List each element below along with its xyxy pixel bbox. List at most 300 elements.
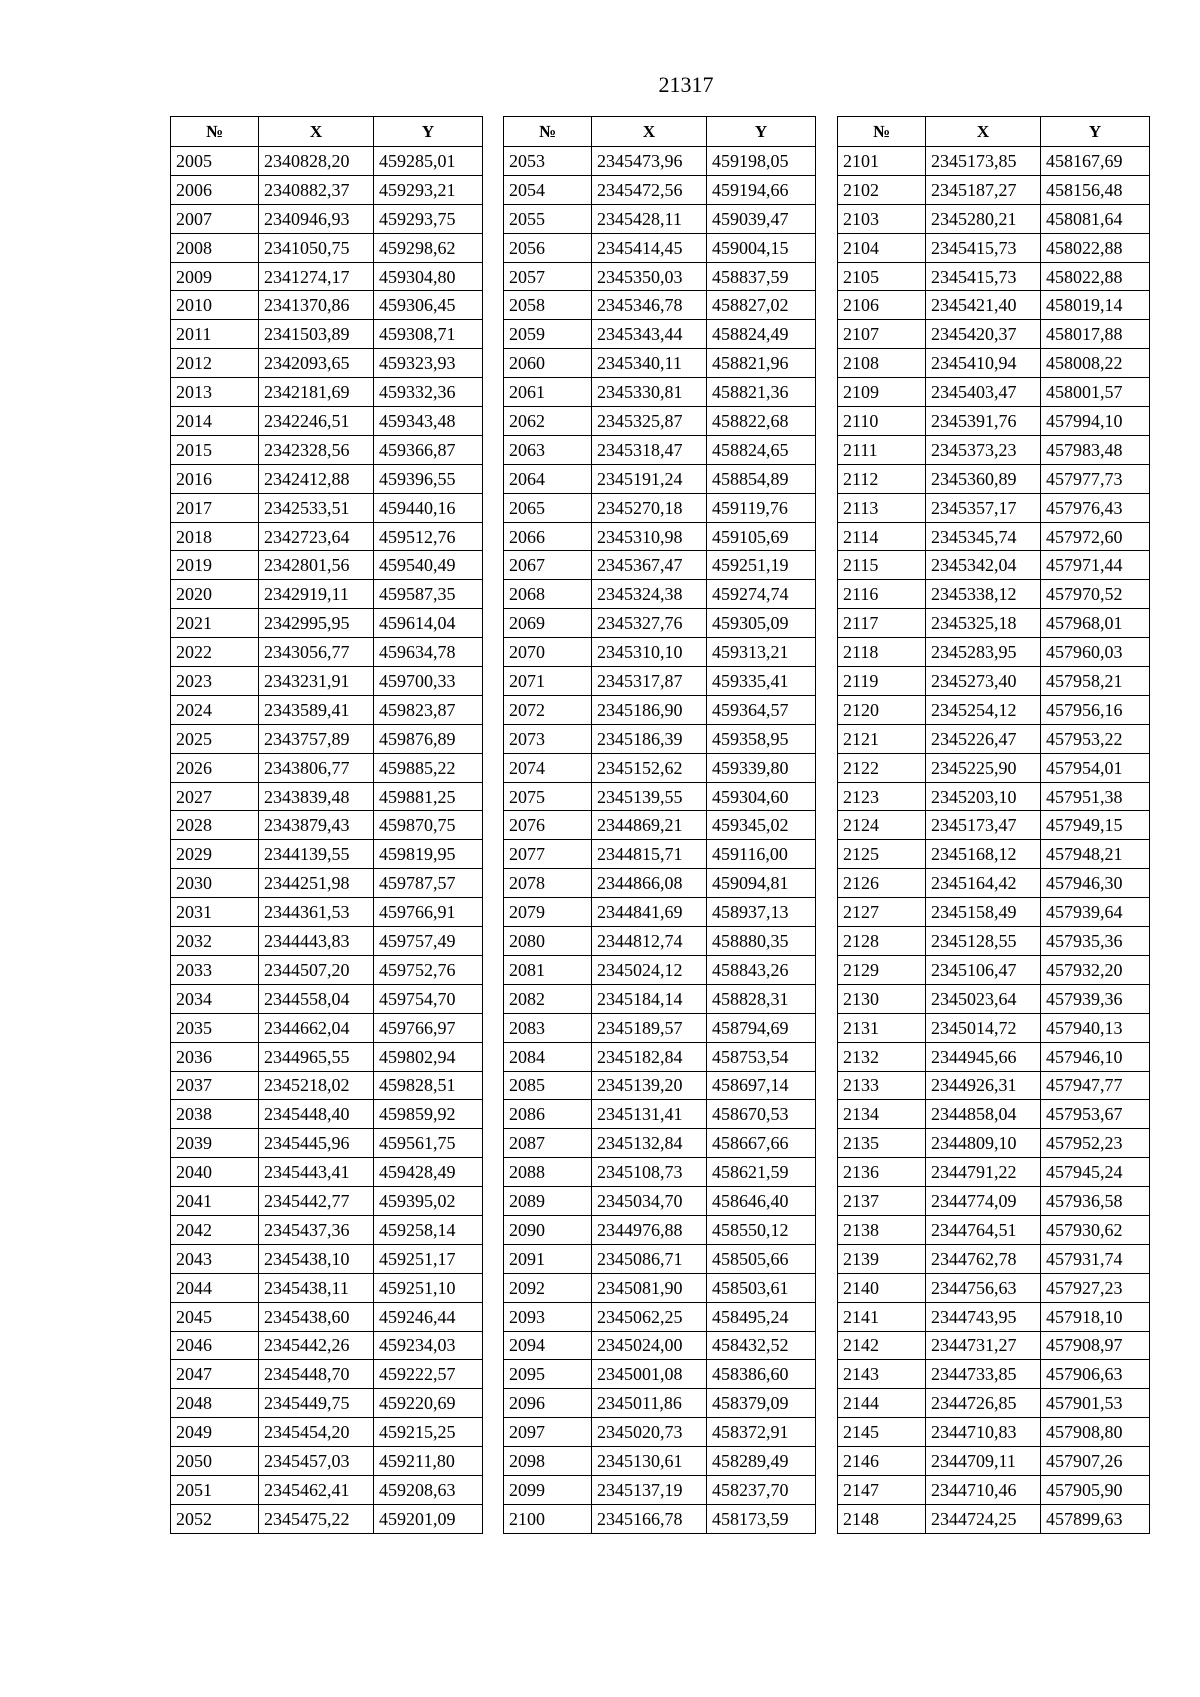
x-coordinate: 2344724,25 xyxy=(926,1504,1041,1533)
column-header-number: № xyxy=(504,117,592,147)
point-number: 2038 xyxy=(171,1100,259,1129)
point-number: 2066 xyxy=(504,522,592,551)
y-coordinate: 459358,95 xyxy=(707,724,816,753)
x-coordinate: 2343806,77 xyxy=(259,753,374,782)
y-coordinate: 458289,49 xyxy=(707,1447,816,1476)
table-row xyxy=(838,1215,1150,1244)
x-coordinate: 2345391,76 xyxy=(926,407,1041,436)
point-number: 2097 xyxy=(504,1418,592,1447)
x-coordinate: 2345437,36 xyxy=(259,1215,374,1244)
y-coordinate: 459215,25 xyxy=(374,1418,483,1447)
point-number: 2025 xyxy=(171,724,259,753)
point-number: 2120 xyxy=(838,695,926,724)
table-row xyxy=(504,204,816,233)
x-coordinate: 2343879,43 xyxy=(259,811,374,840)
table-row xyxy=(171,1100,483,1129)
point-number: 2105 xyxy=(838,262,926,291)
x-coordinate: 2345357,17 xyxy=(926,493,1041,522)
table-row xyxy=(171,1475,483,1504)
y-coordinate: 459274,74 xyxy=(707,580,816,609)
point-number: 2136 xyxy=(838,1158,926,1187)
y-coordinate: 459298,62 xyxy=(374,233,483,262)
y-coordinate: 459870,75 xyxy=(374,811,483,840)
y-coordinate: 458822,68 xyxy=(707,407,816,436)
table-row xyxy=(504,984,816,1013)
y-coordinate: 459305,09 xyxy=(707,609,816,638)
x-coordinate: 2344774,09 xyxy=(926,1187,1041,1216)
point-number: 2051 xyxy=(171,1475,259,1504)
point-number: 2019 xyxy=(171,551,259,580)
y-coordinate: 459802,94 xyxy=(374,1042,483,1071)
point-number: 2056 xyxy=(504,233,592,262)
point-number: 2112 xyxy=(838,464,926,493)
y-coordinate: 459039,47 xyxy=(707,204,816,233)
table-row xyxy=(171,927,483,956)
table-row xyxy=(838,609,1150,638)
x-coordinate: 2345164,42 xyxy=(926,869,1041,898)
table-row xyxy=(504,869,816,898)
point-number: 2093 xyxy=(504,1302,592,1331)
table-row xyxy=(838,1273,1150,1302)
point-number: 2062 xyxy=(504,407,592,436)
point-number: 2014 xyxy=(171,407,259,436)
table-row xyxy=(171,1331,483,1360)
y-coordinate: 459766,91 xyxy=(374,898,483,927)
y-coordinate: 457939,36 xyxy=(1041,984,1150,1013)
y-coordinate: 458824,65 xyxy=(707,435,816,464)
table-row xyxy=(171,840,483,869)
point-number: 2115 xyxy=(838,551,926,580)
table-row xyxy=(838,1042,1150,1071)
point-number: 2044 xyxy=(171,1273,259,1302)
x-coordinate: 2345330,81 xyxy=(592,378,707,407)
table-row xyxy=(171,984,483,1013)
point-number: 2047 xyxy=(171,1360,259,1389)
x-coordinate: 2343589,41 xyxy=(259,695,374,724)
y-coordinate: 458495,24 xyxy=(707,1302,816,1331)
point-number: 2053 xyxy=(504,147,592,176)
point-number: 2142 xyxy=(838,1331,926,1360)
point-number: 2104 xyxy=(838,233,926,262)
x-coordinate: 2344733,85 xyxy=(926,1360,1041,1389)
table-row xyxy=(171,955,483,984)
point-number: 2089 xyxy=(504,1187,592,1216)
x-coordinate: 2342181,69 xyxy=(259,378,374,407)
x-coordinate: 2345448,70 xyxy=(259,1360,374,1389)
point-number: 2076 xyxy=(504,811,592,840)
point-number: 2084 xyxy=(504,1042,592,1071)
x-coordinate: 2345011,86 xyxy=(592,1389,707,1418)
point-number: 2077 xyxy=(504,840,592,869)
table-row xyxy=(171,869,483,898)
point-number: 2067 xyxy=(504,551,592,580)
point-number: 2123 xyxy=(838,782,926,811)
table-row xyxy=(171,262,483,291)
x-coordinate: 2344743,95 xyxy=(926,1302,1041,1331)
y-coordinate: 459540,49 xyxy=(374,551,483,580)
y-coordinate: 457951,38 xyxy=(1041,782,1150,811)
y-coordinate: 458432,52 xyxy=(707,1331,816,1360)
y-coordinate: 457968,01 xyxy=(1041,609,1150,638)
y-coordinate: 457977,73 xyxy=(1041,464,1150,493)
x-coordinate: 2345473,96 xyxy=(592,147,707,176)
point-number: 2091 xyxy=(504,1244,592,1273)
y-coordinate: 457899,63 xyxy=(1041,1504,1150,1533)
y-coordinate: 459428,49 xyxy=(374,1158,483,1187)
y-coordinate: 459246,44 xyxy=(374,1302,483,1331)
x-coordinate: 2345020,73 xyxy=(592,1418,707,1447)
x-coordinate: 2345186,90 xyxy=(592,695,707,724)
x-coordinate: 2345318,47 xyxy=(592,435,707,464)
point-number: 2081 xyxy=(504,955,592,984)
coordinates-table xyxy=(503,116,816,1534)
table-row xyxy=(504,1244,816,1273)
point-number: 2107 xyxy=(838,320,926,349)
table-row xyxy=(838,1158,1150,1187)
x-coordinate: 2345403,47 xyxy=(926,378,1041,407)
point-number: 2133 xyxy=(838,1071,926,1100)
y-coordinate: 458008,22 xyxy=(1041,349,1150,378)
point-number: 2108 xyxy=(838,349,926,378)
table-row xyxy=(838,1389,1150,1418)
y-coordinate: 458854,89 xyxy=(707,464,816,493)
x-coordinate: 2345081,90 xyxy=(592,1273,707,1302)
y-coordinate: 458667,66 xyxy=(707,1129,816,1158)
point-number: 2098 xyxy=(504,1447,592,1476)
y-coordinate: 458843,26 xyxy=(707,955,816,984)
point-number: 2080 xyxy=(504,927,592,956)
point-number: 2088 xyxy=(504,1158,592,1187)
point-number: 2057 xyxy=(504,262,592,291)
x-coordinate: 2345428,11 xyxy=(592,204,707,233)
point-number: 2063 xyxy=(504,435,592,464)
y-coordinate: 459208,63 xyxy=(374,1475,483,1504)
x-coordinate: 2345001,08 xyxy=(592,1360,707,1389)
x-coordinate: 2344507,20 xyxy=(259,955,374,984)
table-row xyxy=(838,811,1150,840)
x-coordinate: 2345410,94 xyxy=(926,349,1041,378)
x-coordinate: 2345421,40 xyxy=(926,291,1041,320)
table-row xyxy=(504,782,816,811)
x-coordinate: 2344251,98 xyxy=(259,869,374,898)
x-coordinate: 2344710,83 xyxy=(926,1418,1041,1447)
y-coordinate: 459304,60 xyxy=(707,782,816,811)
y-coordinate: 459561,75 xyxy=(374,1129,483,1158)
table-row xyxy=(171,1244,483,1273)
table-row xyxy=(504,1302,816,1331)
x-coordinate: 2345415,73 xyxy=(926,233,1041,262)
point-number: 2145 xyxy=(838,1418,926,1447)
x-coordinate: 2345130,61 xyxy=(592,1447,707,1476)
y-coordinate: 457972,60 xyxy=(1041,522,1150,551)
y-coordinate: 458646,40 xyxy=(707,1187,816,1216)
point-number: 2102 xyxy=(838,175,926,204)
point-number: 2135 xyxy=(838,1129,926,1158)
x-coordinate: 2345023,64 xyxy=(926,984,1041,1013)
table-row xyxy=(171,175,483,204)
table-row xyxy=(504,580,816,609)
table-row xyxy=(171,378,483,407)
y-coordinate: 459339,80 xyxy=(707,753,816,782)
point-number: 2071 xyxy=(504,667,592,696)
y-coordinate: 458794,69 xyxy=(707,1013,816,1042)
y-coordinate: 459094,81 xyxy=(707,869,816,898)
x-coordinate: 2345203,10 xyxy=(926,782,1041,811)
coordinates-table-2 xyxy=(503,116,816,1534)
x-coordinate: 2345343,44 xyxy=(592,320,707,349)
y-coordinate: 458156,48 xyxy=(1041,175,1150,204)
point-number: 2042 xyxy=(171,1215,259,1244)
table-row xyxy=(838,291,1150,320)
table-row xyxy=(838,435,1150,464)
y-coordinate: 458837,59 xyxy=(707,262,816,291)
x-coordinate: 2344791,22 xyxy=(926,1158,1041,1187)
table-row xyxy=(838,724,1150,753)
y-coordinate: 458824,49 xyxy=(707,320,816,349)
x-coordinate: 2344443,83 xyxy=(259,927,374,956)
x-coordinate: 2345340,11 xyxy=(592,349,707,378)
point-number: 2035 xyxy=(171,1013,259,1042)
table-row xyxy=(838,1360,1150,1389)
y-coordinate: 457947,77 xyxy=(1041,1071,1150,1100)
table-row xyxy=(838,147,1150,176)
x-coordinate: 2345445,96 xyxy=(259,1129,374,1158)
table-row xyxy=(504,753,816,782)
x-coordinate: 2345327,76 xyxy=(592,609,707,638)
x-coordinate: 2345420,37 xyxy=(926,320,1041,349)
point-number: 2138 xyxy=(838,1215,926,1244)
table-row xyxy=(504,1331,816,1360)
x-coordinate: 2344662,04 xyxy=(259,1013,374,1042)
x-coordinate: 2345137,19 xyxy=(592,1475,707,1504)
x-coordinate: 2345438,10 xyxy=(259,1244,374,1273)
point-number: 2024 xyxy=(171,695,259,724)
table-row xyxy=(838,753,1150,782)
y-coordinate: 459364,57 xyxy=(707,695,816,724)
x-coordinate: 2345225,90 xyxy=(926,753,1041,782)
point-number: 2130 xyxy=(838,984,926,1013)
table-row xyxy=(504,1418,816,1447)
y-coordinate: 459440,16 xyxy=(374,493,483,522)
table-row xyxy=(504,1447,816,1476)
x-coordinate: 2345280,21 xyxy=(926,204,1041,233)
point-number: 2052 xyxy=(171,1504,259,1533)
x-coordinate: 2344709,11 xyxy=(926,1447,1041,1476)
table-row xyxy=(838,1100,1150,1129)
x-coordinate: 2344558,04 xyxy=(259,984,374,1013)
x-coordinate: 2345173,47 xyxy=(926,811,1041,840)
table-row xyxy=(838,955,1150,984)
table-row xyxy=(504,695,816,724)
y-coordinate: 459304,80 xyxy=(374,262,483,291)
y-coordinate: 459366,87 xyxy=(374,435,483,464)
point-number: 2043 xyxy=(171,1244,259,1273)
x-coordinate: 2344139,55 xyxy=(259,840,374,869)
coordinates-table xyxy=(170,116,483,1534)
x-coordinate: 2342723,64 xyxy=(259,522,374,551)
y-coordinate: 459754,70 xyxy=(374,984,483,1013)
point-number: 2118 xyxy=(838,638,926,667)
x-coordinate: 2345191,24 xyxy=(592,464,707,493)
x-coordinate: 2344762,78 xyxy=(926,1244,1041,1273)
point-number: 2109 xyxy=(838,378,926,407)
point-number: 2146 xyxy=(838,1447,926,1476)
point-number: 2015 xyxy=(171,435,259,464)
table-row xyxy=(838,580,1150,609)
table-row xyxy=(504,811,816,840)
y-coordinate: 457918,10 xyxy=(1041,1302,1150,1331)
point-number: 2048 xyxy=(171,1389,259,1418)
y-coordinate: 458019,14 xyxy=(1041,291,1150,320)
x-coordinate: 2345449,75 xyxy=(259,1389,374,1418)
x-coordinate: 2345128,55 xyxy=(926,927,1041,956)
x-coordinate: 2345106,47 xyxy=(926,955,1041,984)
y-coordinate: 458505,66 xyxy=(707,1244,816,1273)
point-number: 2072 xyxy=(504,695,592,724)
point-number: 2023 xyxy=(171,667,259,696)
y-coordinate: 458372,91 xyxy=(707,1418,816,1447)
point-number: 2027 xyxy=(171,782,259,811)
y-coordinate: 458828,31 xyxy=(707,984,816,1013)
x-coordinate: 2341503,89 xyxy=(259,320,374,349)
table-row xyxy=(838,407,1150,436)
table-row xyxy=(838,1447,1150,1476)
x-coordinate: 2345139,55 xyxy=(592,782,707,811)
y-coordinate: 457936,58 xyxy=(1041,1187,1150,1216)
table-row xyxy=(504,233,816,262)
point-number: 2143 xyxy=(838,1360,926,1389)
y-coordinate: 459251,17 xyxy=(374,1244,483,1273)
column-header-y: Y xyxy=(707,117,816,147)
x-coordinate: 2345462,41 xyxy=(259,1475,374,1504)
point-number: 2137 xyxy=(838,1187,926,1216)
y-coordinate: 458670,53 xyxy=(707,1100,816,1129)
y-coordinate: 458880,35 xyxy=(707,927,816,956)
point-number: 2026 xyxy=(171,753,259,782)
y-coordinate: 458621,59 xyxy=(707,1158,816,1187)
x-coordinate: 2345086,71 xyxy=(592,1244,707,1273)
x-coordinate: 2342246,51 xyxy=(259,407,374,436)
table-row xyxy=(838,1302,1150,1331)
y-coordinate: 459222,57 xyxy=(374,1360,483,1389)
x-coordinate: 2345218,02 xyxy=(259,1071,374,1100)
table-row xyxy=(171,811,483,840)
table-row xyxy=(171,551,483,580)
point-number: 2147 xyxy=(838,1475,926,1504)
y-coordinate: 457976,43 xyxy=(1041,493,1150,522)
point-number: 2009 xyxy=(171,262,259,291)
table-row xyxy=(838,695,1150,724)
y-coordinate: 457930,62 xyxy=(1041,1215,1150,1244)
x-coordinate: 2344812,74 xyxy=(592,927,707,956)
x-coordinate: 2344869,21 xyxy=(592,811,707,840)
point-number: 2050 xyxy=(171,1447,259,1476)
point-number: 2129 xyxy=(838,955,926,984)
x-coordinate: 2345346,78 xyxy=(592,291,707,320)
y-coordinate: 459787,57 xyxy=(374,869,483,898)
point-number: 2100 xyxy=(504,1504,592,1533)
x-coordinate: 2345325,18 xyxy=(926,609,1041,638)
y-coordinate: 459258,14 xyxy=(374,1215,483,1244)
point-number: 2010 xyxy=(171,291,259,320)
x-coordinate: 2345310,10 xyxy=(592,638,707,667)
column-header-x: X xyxy=(592,117,707,147)
y-coordinate: 459119,76 xyxy=(707,493,816,522)
point-number: 2017 xyxy=(171,493,259,522)
y-coordinate: 459395,02 xyxy=(374,1187,483,1216)
x-coordinate: 2341274,17 xyxy=(259,262,374,291)
table-row xyxy=(838,493,1150,522)
table-row xyxy=(838,984,1150,1013)
table-row xyxy=(838,898,1150,927)
table-row xyxy=(838,1331,1150,1360)
x-coordinate: 2345158,49 xyxy=(926,898,1041,927)
table-row xyxy=(504,724,816,753)
y-coordinate: 457907,26 xyxy=(1041,1447,1150,1476)
x-coordinate: 2344945,66 xyxy=(926,1042,1041,1071)
x-coordinate: 2343757,89 xyxy=(259,724,374,753)
table-row xyxy=(171,147,483,176)
coordinates-table xyxy=(837,116,1150,1534)
point-number: 2006 xyxy=(171,175,259,204)
point-number: 2046 xyxy=(171,1331,259,1360)
x-coordinate: 2345373,23 xyxy=(926,435,1041,464)
table-row xyxy=(504,1360,816,1389)
y-coordinate: 459004,15 xyxy=(707,233,816,262)
y-coordinate: 459766,97 xyxy=(374,1013,483,1042)
x-coordinate: 2342093,65 xyxy=(259,349,374,378)
table-row xyxy=(171,435,483,464)
x-coordinate: 2345350,03 xyxy=(592,262,707,291)
table-row xyxy=(171,782,483,811)
header-row xyxy=(504,117,816,147)
x-coordinate: 2345254,12 xyxy=(926,695,1041,724)
x-coordinate: 2345166,78 xyxy=(592,1504,707,1533)
table-row xyxy=(504,175,816,204)
table-row xyxy=(504,1042,816,1071)
x-coordinate: 2344726,85 xyxy=(926,1389,1041,1418)
table-row xyxy=(504,1504,816,1533)
x-coordinate: 2345448,40 xyxy=(259,1100,374,1129)
x-coordinate: 2345182,84 xyxy=(592,1042,707,1071)
point-number: 2087 xyxy=(504,1129,592,1158)
table-row xyxy=(171,204,483,233)
point-number: 2121 xyxy=(838,724,926,753)
y-coordinate: 459752,76 xyxy=(374,955,483,984)
y-coordinate: 457948,21 xyxy=(1041,840,1150,869)
x-coordinate: 2345310,98 xyxy=(592,522,707,551)
x-coordinate: 2345454,20 xyxy=(259,1418,374,1447)
point-number: 2126 xyxy=(838,869,926,898)
y-coordinate: 459512,76 xyxy=(374,522,483,551)
table-row xyxy=(504,840,816,869)
table-row xyxy=(838,1071,1150,1100)
table-row xyxy=(504,1158,816,1187)
table-row xyxy=(171,667,483,696)
point-number: 2139 xyxy=(838,1244,926,1273)
y-coordinate: 457908,97 xyxy=(1041,1331,1150,1360)
y-coordinate: 459194,66 xyxy=(707,175,816,204)
point-number: 2148 xyxy=(838,1504,926,1533)
table-row xyxy=(171,1447,483,1476)
table-row xyxy=(838,782,1150,811)
x-coordinate: 2343839,48 xyxy=(259,782,374,811)
point-number: 2016 xyxy=(171,464,259,493)
table-row xyxy=(171,1129,483,1158)
y-coordinate: 459757,49 xyxy=(374,927,483,956)
x-coordinate: 2344710,46 xyxy=(926,1475,1041,1504)
table-row xyxy=(838,233,1150,262)
